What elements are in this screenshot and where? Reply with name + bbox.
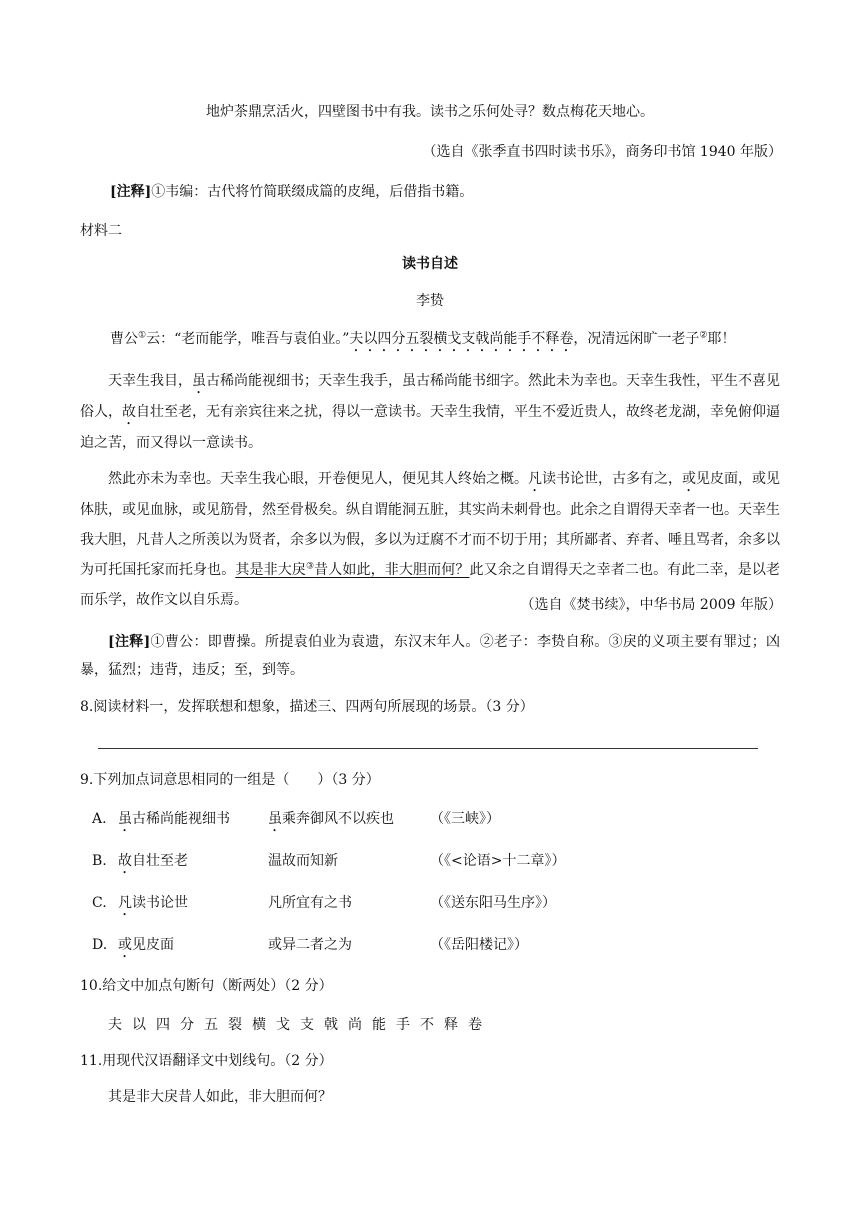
question-11-text: 其是非大戾昔人如此，非大胆而何？ [108, 1089, 332, 1105]
option-a-phrase-2 [268, 810, 394, 835]
dotted-word: 虽 [118, 811, 132, 827]
question-10: 10.给文中加点句断句（断两处）（2 分） [80, 978, 333, 994]
dotted-word: 或 [118, 937, 132, 953]
dotted-word-fan: 凡 [528, 471, 542, 487]
phrase: 或异二者之为 [268, 937, 352, 953]
option-b-phrase-2 [268, 852, 338, 870]
phrase: 乘奔御风不以疾也 [282, 811, 394, 827]
essay-title: 读书自述 [402, 256, 458, 272]
note-label: [注释] [110, 184, 152, 200]
p3-text-a: 然此亦未为幸也。天幸生我心眼，开卷便见人，便见其人终始之概。 [108, 471, 528, 487]
option-a-phrase-1 [118, 810, 230, 835]
p3-text-d: 此又余之自谓得天之幸者二也。有此二幸，是以老而乐学，故作文以自乐焉。 [80, 562, 781, 608]
option-b[interactable] [92, 852, 107, 870]
dotted-word: 故 [118, 853, 132, 869]
p3-text-c: 见皮面，或见体肤，或见血脉，或见筋骨，然至骨极矣。纵自谓能洞五脏，其实尚未刺骨也。此余之自谓得天幸者一也。天幸生我大胆，凡昔人之所羡以为贤者，余多以为假，多以为迂腐不才而不切于用；其所鄙者、弃者、唾且骂者，余多以为可托国托家而托身也。 [80, 471, 780, 578]
phrase: 读书论世 [132, 895, 188, 911]
option-a-source: （《三峡》） [430, 811, 500, 827]
poem-last-line: 地炉茶鼎烹活火，四壁图书中有我。读书之乐何处寻？数点梅花天地心。 [206, 104, 654, 120]
p2-text-c: 自壮至老，无有亲宾往来之扰，得以一意读书。天幸生我情，平生不爱近贵人，故终老龙湖，幸免俯仰逼迫之苦，而又得以一意读书。 [80, 404, 780, 451]
option-letter: A. [92, 811, 107, 827]
option-b-phrase-1 [118, 852, 188, 877]
note-label: [注释] [108, 634, 151, 650]
p1-text-d: 耶！ [707, 331, 736, 347]
note-text: ①曹公：即曹操。所提袁伯业为袁遗，东汉末年人。②老子：李贽自称。③戾的义项主要有罪过；凶暴，猛烈；违背，违反；至，到等。 [80, 634, 781, 678]
essay-author: 李贽 [416, 293, 444, 309]
phrase: 温故而知新 [268, 853, 338, 869]
option-c[interactable] [92, 894, 107, 912]
phrase: 古稀尚能视细书 [132, 811, 230, 827]
p3-text-b: 读书论世，古多有之， [542, 471, 682, 487]
option-d-phrase-2 [268, 936, 352, 954]
p2-text-b: 古稀尚能视细书；天幸生我手，虽古稀尚能书细字。然此未为幸也。天幸生我性，平生不喜见俗人， [80, 373, 780, 420]
answer-line[interactable] [98, 748, 758, 749]
question-8: 8.阅读材料一，发挥联想和想象，描述三、四两句所展现的场景。（3 分） [80, 699, 534, 715]
underlined-part-2: 昔人如此，非大胆而何？ [314, 562, 470, 578]
underlined-part-1: 其是非大戾 [235, 562, 306, 578]
p1-text-b: 云：“老而能学，唯吾与袁伯业。” [146, 331, 350, 347]
question-11: 11.用现代汉语翻译文中划线句。（2 分） [80, 1053, 333, 1069]
dotted-word-huo: 或 [682, 471, 696, 487]
footnote-ref-1: ① [138, 330, 147, 341]
dotted-word: 凡 [118, 895, 132, 911]
option-d[interactable] [92, 936, 107, 954]
note-text: ①韦编：古代将竹简联缀成篇的皮绳，后借指书籍。 [151, 184, 474, 200]
material-2-label: 材料二 [80, 223, 122, 239]
phrase: 凡所宜有之书 [268, 895, 352, 911]
paragraph-3 [80, 464, 780, 615]
phrase: 自壮至老 [132, 853, 188, 869]
p1-text-a: 曹公 [110, 331, 138, 347]
question-10-text[interactable]: 夫以四分五裂横戈支戟尚能手不释卷 [108, 1017, 492, 1033]
note-1 [110, 183, 473, 201]
option-d-phrase-1 [118, 936, 174, 961]
option-c-source: （《送东阳马生序》） [430, 895, 556, 911]
dotted-sentence: 夫以四分五裂横戈支戟尚能手不释卷 [349, 331, 574, 347]
footnote-ref-3: ③ [305, 561, 315, 572]
essay-source: （选自《焚书续》，中华书局 2009 年版） [520, 597, 782, 613]
option-c-phrase-2 [268, 894, 352, 912]
paragraph-2 [80, 366, 780, 458]
option-c-phrase-1 [118, 894, 188, 919]
option-letter: B. [92, 853, 107, 869]
option-letter: C. [92, 895, 107, 911]
p1-text-c: ，况清远闲旷一老子 [573, 331, 700, 347]
option-a[interactable] [92, 810, 107, 828]
dotted-word: 虽 [268, 811, 282, 827]
question-9: 9.下列加点词意思相同的一组是（ ）（3 分） [80, 772, 380, 788]
underlined-sentence [235, 562, 469, 578]
p2-text-a: 天幸生我目， [108, 373, 192, 389]
dotted-word-gu: 故 [122, 404, 136, 420]
poem-source: （选自《张季直书四时读书乐》，商务印书馆 1940 年版） [422, 144, 782, 160]
dotted-word-sui: 虽 [192, 373, 206, 389]
phrase: 见皮面 [132, 937, 174, 953]
note-2 [80, 628, 780, 684]
option-b-source: （《<论语>十二章》） [430, 853, 566, 869]
paragraph-1 [110, 330, 735, 355]
footnote-ref-2: ② [699, 330, 708, 341]
option-letter: D. [92, 937, 108, 953]
option-d-source: （《岳阳楼记》） [430, 937, 528, 953]
